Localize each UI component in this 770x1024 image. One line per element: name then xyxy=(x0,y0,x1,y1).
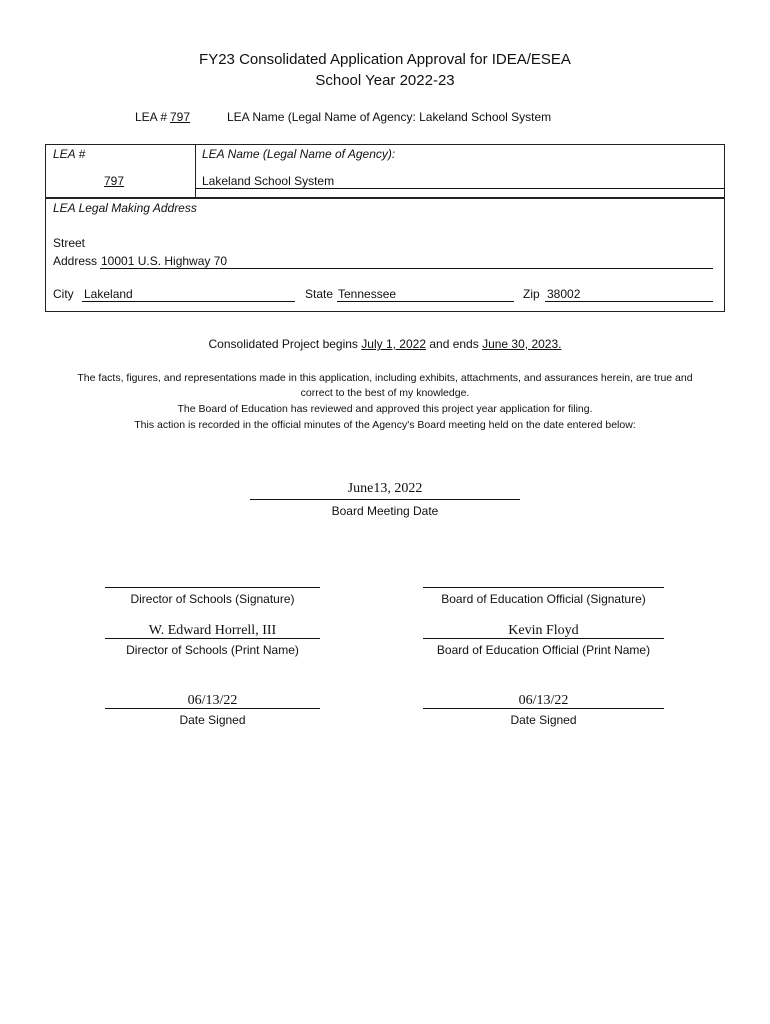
lea-name-value[interactable]: Lakeland School System xyxy=(202,174,335,188)
state-value[interactable]: Tennessee xyxy=(338,287,397,301)
project-begins-prefix: Consolidated Project begins xyxy=(208,337,358,351)
city-underline xyxy=(82,301,295,302)
state-underline xyxy=(337,301,514,302)
lea-box-divider xyxy=(195,145,196,197)
street-value[interactable]: 10001 U.S. Highway 70 xyxy=(101,254,228,268)
street-underline xyxy=(100,268,713,269)
director-date-label: Date Signed xyxy=(179,713,246,727)
school-year: School Year 2022-23 xyxy=(315,72,455,89)
certification-line-2: correct to the best of my knowledge. xyxy=(300,387,470,399)
board-date-underline xyxy=(250,499,520,500)
lea-name-summary: LEA Name (Legal Name of Agency: Lakeland School System xyxy=(227,110,552,124)
address-heading: LEA Legal Making Address xyxy=(53,201,197,215)
board-meeting-date-value[interactable]: June13, 2022 xyxy=(347,481,423,496)
director-date-value[interactable]: 06/13/22 xyxy=(187,693,238,708)
lea-name-label: LEA Name (Legal Name of Agency): xyxy=(202,147,396,161)
state-label: State xyxy=(305,287,334,301)
street-label: Street xyxy=(53,236,86,250)
board-date-value[interactable]: 06/13/22 xyxy=(518,693,569,708)
board-meeting-date-label: Board Meeting Date xyxy=(331,504,439,518)
project-ends-mid: and ends xyxy=(429,337,479,351)
lea-summary-value: 797 xyxy=(170,110,191,124)
lea-summary-label: LEA # xyxy=(135,110,168,124)
project-begin-date: July 1, 2022 xyxy=(361,337,426,351)
page-title: FY23 Consolidated Application Approval for IDEA/ESEA xyxy=(199,51,571,68)
project-end-date: June 30, 2023. xyxy=(482,337,562,351)
board-date-label: Date Signed xyxy=(510,713,577,727)
board-signature-label: Board of Education Official (Signature) xyxy=(441,592,646,606)
certification-line-1: The facts, figures, and representations made in this application, including exhibits, attachments, and assurances herein, are true and xyxy=(77,372,693,384)
city-value[interactable]: Lakeland xyxy=(84,287,133,301)
director-signature-line[interactable] xyxy=(105,587,320,588)
zip-label: Zip xyxy=(523,287,540,301)
board-name-label: Board of Education Official (Print Name) xyxy=(436,643,651,657)
board-signature-line[interactable] xyxy=(423,587,664,588)
lea-box-value[interactable]: 797 xyxy=(104,174,125,188)
city-label: City xyxy=(53,287,74,301)
director-name-label: Director of Schools (Print Name) xyxy=(126,643,299,657)
director-name-value[interactable]: W. Edward Horrell, III xyxy=(148,623,277,638)
director-signature-label: Director of Schools (Signature) xyxy=(130,592,295,606)
zip-value[interactable]: 38002 xyxy=(547,287,581,301)
certification-line-3: The Board of Education has reviewed and approved this project year application for filing. xyxy=(177,403,593,415)
project-period xyxy=(0,337,770,351)
board-name-value[interactable]: Kevin Floyd xyxy=(508,623,579,638)
lea-name-underline xyxy=(196,188,724,189)
certification-line-4: This action is recorded in the official minutes of the Agency's Board meeting held on the date entered below: xyxy=(134,419,636,431)
lea-box-label: LEA # xyxy=(53,147,86,161)
zip-underline xyxy=(545,301,713,302)
address-label: Address xyxy=(53,254,98,268)
